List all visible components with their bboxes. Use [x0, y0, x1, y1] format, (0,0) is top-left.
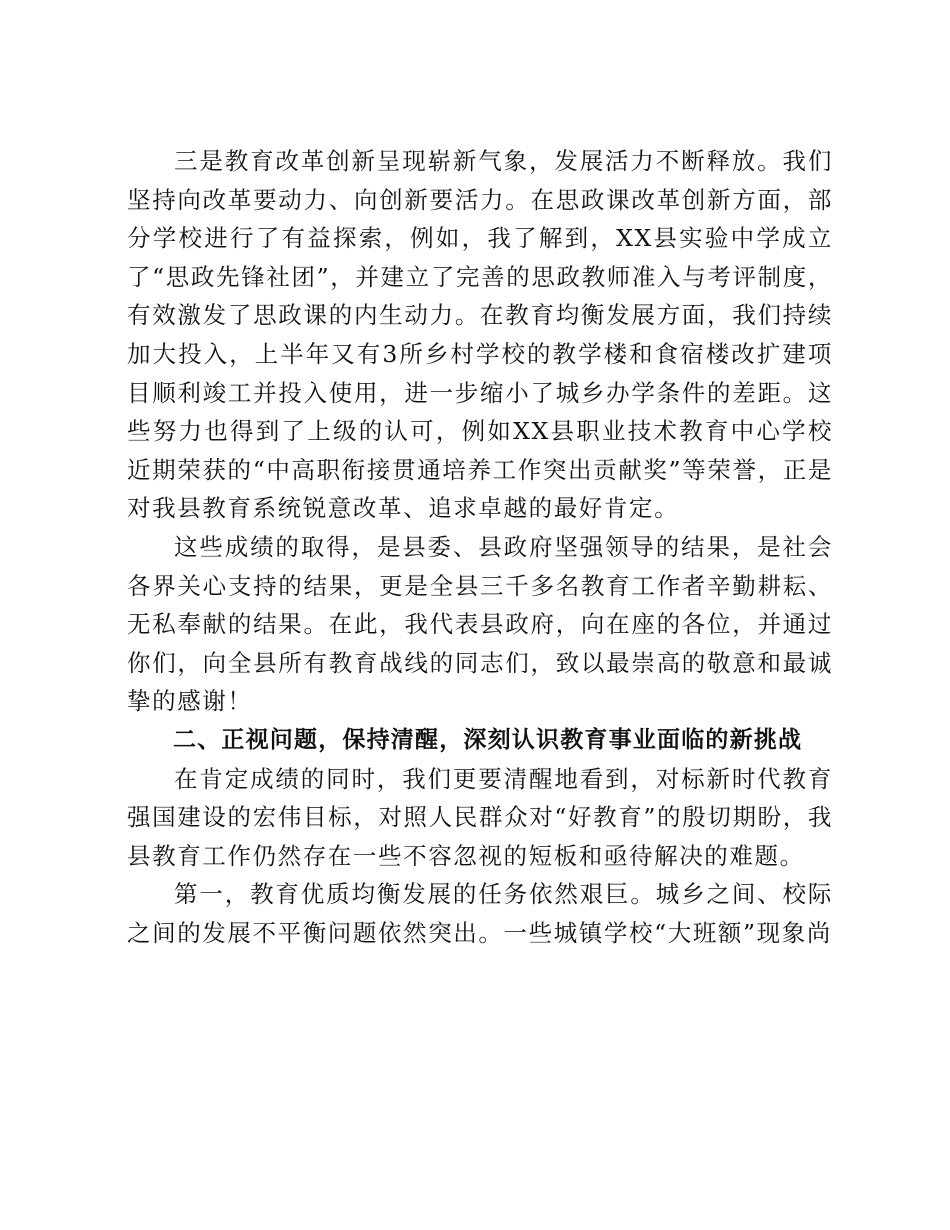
paragraph-challenges-intro: 在肯定成绩的同时，我们更要清醒地看到，对标新时代教育强国建设的宏伟目标，对照人民群众对“好教育”的殷切期盼，我县教育工作仍然存在一些不容忽视的短板和亟待解决的难题。 [127, 764, 833, 870]
paragraph-acknowledgement: 这些成绩的取得，是县委、县政府坚强领导的结果，是社会各界关心支持的结果，更是全县三千多名教育工作者辛勤耕耘、无私奉献的结果。在此，我代表县政府，向在座的各位，并通过你们，向全县所有教育战线的同志们，致以最崇高的敬意和最诚挚的感谢！ [127, 532, 833, 716]
paragraph-education-reform: 三是教育改革创新呈现崭新气象，发展活力不断释放。我们坚持向改革要动力、向创新要活力。在思政课改革创新方面，部分学校进行了有益探索，例如，我了解到，XX县实验中学成立了“思政先锋社团”，并建立了完善的思政教师准入与考评制度，有效激发了思政课的内生动力。在教育均衡发展方面，我们持续加大投入，上半年又有3所乡村学校的教学楼和食宿楼改扩建项目顺利竣工并投入使用，进一步缩小了城乡办学条件的差距。这些努力也得到了上级的认可，例如XX县职业技术教育中心学校近期荣获的“中高职衔接贯通培养工作突出贡献奖”等荣誉，正是对我县教育系统锐意改革、追求卓越的最好肯定。 [127, 147, 833, 523]
section-heading: 二、正视问题，保持清醒，深刻认识教育事业面临的新挑战 [173, 726, 803, 753]
document-body [127, 142, 833, 952]
paragraph-first-challenge: 第一，教育优质均衡发展的任务依然艰巨。城乡之间、校际之间的发展不平衡问题依然突出。一些城镇学校“大班额”现象尚 [127, 880, 833, 947]
